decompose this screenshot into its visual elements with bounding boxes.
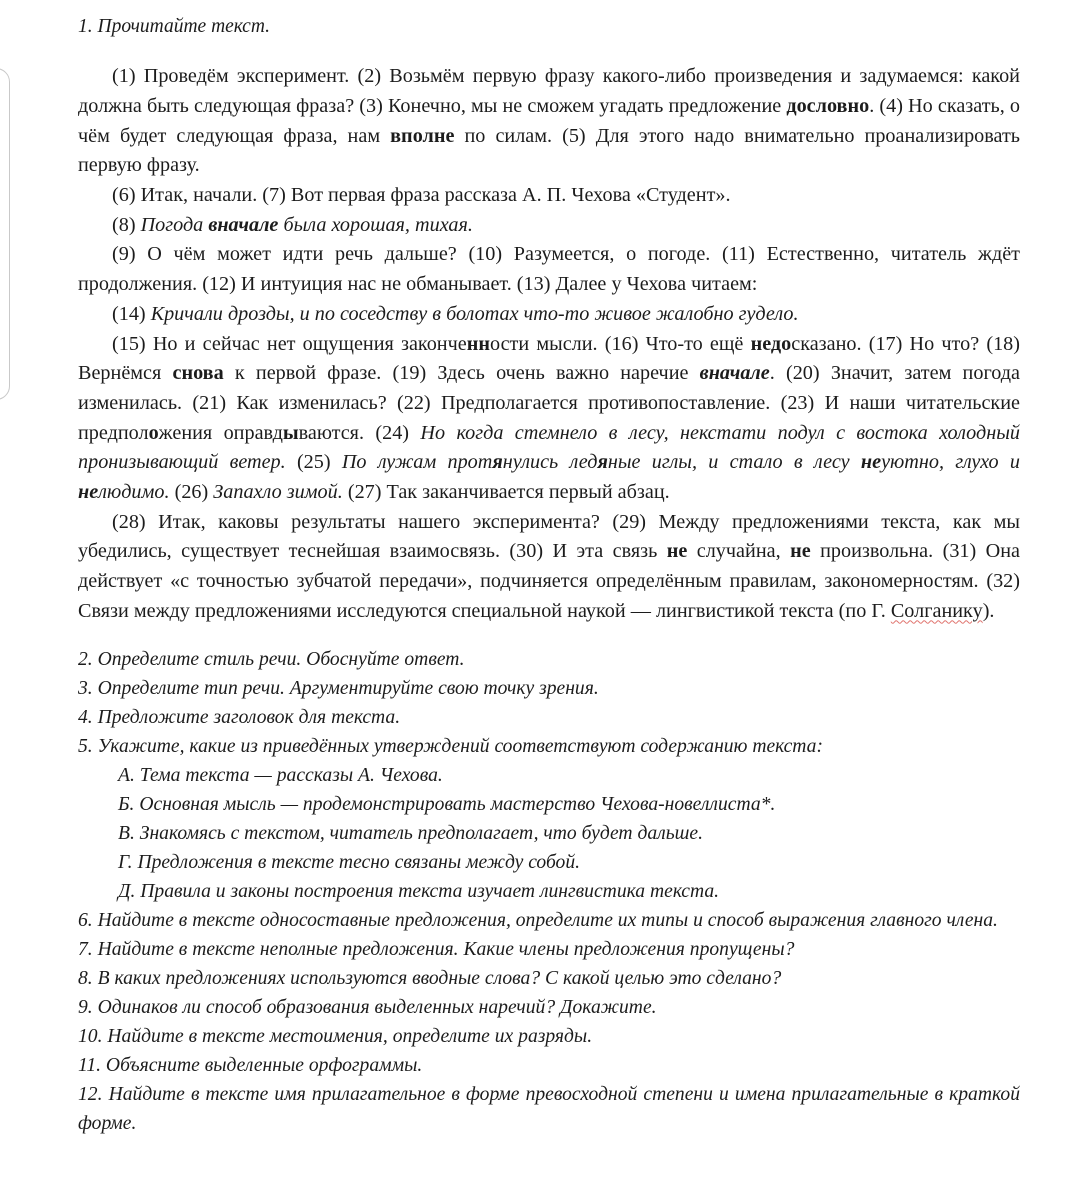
italic-run: людимо. [98, 480, 170, 503]
bold-italic-run: не [78, 480, 99, 503]
statement-option: А. Тема текста — рассказы А. Чехова. [118, 765, 443, 787]
text-run: (26) [169, 480, 214, 503]
text-run: ваются. (24) [298, 421, 421, 444]
passage-paragraph [78, 181, 1020, 211]
text-run: . (4) Но сказать, о чём будет следующая фраза, нам [78, 95, 1021, 147]
bold-run: о [148, 421, 159, 444]
misspelled-word: Солганику [890, 599, 983, 622]
text-run: сказано. (17) Но что? (18) Вернёмся [78, 332, 1020, 385]
italic-run: Кричали дрозды, и по соседству в болотах что-то живое жалобно гудело. [150, 302, 799, 325]
italic-run: была хорошая, тихая. [278, 213, 473, 236]
bold-italic-run: я [597, 451, 608, 474]
italic-run: ные иглы, и стало в лесу [607, 451, 861, 474]
text-run: произвольна. (31) Она действует «с точностью зубчатой передачи», подчиняется определённым правилам, закономерностям. (32) Связи между предложениями исследуются специальной наукой — лингвистикой текста (по Г. [78, 540, 1020, 622]
text-run: (6) Итак, начали. (7) Вот первая фраза рассказа А. П. Чехова «Студент». [112, 184, 731, 207]
bold-run: ы [282, 421, 299, 444]
passage-paragraph [78, 211, 1020, 241]
passage-paragraph [78, 300, 1020, 330]
passage-paragraph [78, 330, 1020, 508]
bold-italic-run: вначале [208, 213, 279, 236]
task-item: 2. Определите стиль речи. Обоснуйте ответ. [78, 649, 465, 671]
italic-run: уютно, глухо и [881, 451, 1020, 474]
task-item: 12. Найдите в тексте имя прилагательное в форме превосходной степени и имена прилагательные в краткой форме. [78, 1084, 1020, 1135]
italic-run: Запахло зимой. [213, 480, 343, 503]
bold-run: вполне [390, 124, 455, 147]
bold-run: не [790, 540, 811, 563]
text-run: случайна, [687, 540, 791, 563]
text-run: (25) [285, 451, 342, 474]
text-run: жения оправд [158, 421, 283, 444]
bold-italic-run: я [492, 451, 503, 474]
bold-italic-run: не [860, 451, 882, 474]
text-run: (9) О чём может идти речь дальше? (10) Разумеется, о погоде. (11) Естественно, читатель ждёт продолжения. (12) И интуиция нас не обманывает. (13) Далее у Чехова читаем: [78, 243, 1020, 296]
task-item: 7. Найдите в тексте неполные предложения. Какие члены предложения пропущены? [78, 939, 795, 961]
statement-options-list [78, 762, 1020, 907]
statement-option: Д. Правила и законы построения текста изучает лингвистика текста. [118, 881, 720, 903]
text-run: (1) Проведём эксперимент. (2) Возьмём первую фразу какого-либо произведения и задумаемся: какой должна быть следующая фраза? (3) Конечно, мы не сможем угадать предложение [78, 65, 1020, 117]
page-title: 1. Прочитайте текст. [78, 16, 271, 37]
task-item: 9. Одинаков ли способ образования выделенных наречий? Докажите. [78, 997, 657, 1019]
text-run: к первой фразе. (19) Здесь очень важно наречие [223, 362, 700, 385]
tasks-tail-group [78, 907, 1020, 1139]
task-item: 8. В каких предложениях используются вводные слова? С какой целью это сделано? [78, 968, 782, 990]
task-item: 5. Укажите, какие из приведённых утверждений соответствуют содержанию текста: [78, 736, 823, 758]
statement-option: Б. Основная мысль — продемонстрировать мастерство Чехова-новеллиста*. [118, 794, 776, 816]
bold-run: недо [750, 332, 792, 355]
passage-paragraph [78, 508, 1020, 627]
tasks-head-group [78, 646, 1020, 762]
tasks-list [78, 646, 1020, 1139]
passage-paragraph [78, 240, 1020, 299]
text-run: (28) Итак, каковы результаты нашего эксперимента? (29) Между предложениями текста, как мы убедились, существует теснейшая взаимосвязь. (30) И эта связь [78, 510, 1020, 563]
italic-run: Но когда стемнело в лесу, некстати подул с востока холодный пронизывающий ветер. [78, 421, 1020, 474]
passage-paragraph [78, 62, 1020, 181]
task-item: 4. Предложите заголовок для текста. [78, 707, 401, 729]
task-item: 11. Объясните выделенные орфограммы. [78, 1055, 423, 1077]
text-run: . (20) Значит, затем погода изменилась. (21) Как изменилась? (22) Предполагается противопоставление. (23) И наши читательские предпол [78, 362, 1020, 444]
text-run: (14) [112, 302, 151, 325]
bold-run: дословно [786, 95, 870, 117]
bold-run: снова [172, 362, 224, 385]
reading-passage [78, 62, 1020, 626]
text-run: (27) Так заканчивается первый абзац. [342, 480, 670, 503]
text-run: (15) Но и сейчас нет ощущения законче [112, 332, 467, 355]
italic-run: По лужам прот [341, 451, 493, 474]
italic-run: Погода [140, 213, 209, 236]
text-run: (8) [112, 213, 141, 236]
text-run: ). [982, 599, 995, 622]
bold-run: нн [466, 332, 490, 355]
italic-run: нулись лед [502, 451, 598, 474]
statement-option: В. Знакомясь с текстом, читатель предполагает, что будет дальше. [118, 823, 704, 845]
task-item: 6. Найдите в тексте односоставные предложения, определите их типы и способ выражения главного члена. [78, 910, 998, 932]
statement-option: Г. Предложения в тексте тесно связаны между собой. [118, 852, 581, 874]
bold-italic-run: вначале [699, 362, 770, 385]
task-item: 3. Определите тип речи. Аргументируйте свою точку зрения. [78, 678, 599, 700]
bold-run: не [666, 540, 688, 563]
task-item: 10. Найдите в тексте местоимения, определите их разряды. [78, 1026, 593, 1048]
text-run: по силам. (5) Для этого надо внимательно проанализировать первую фразу. [78, 124, 1021, 177]
text-run: ости мысли. (16) Что-то ещё [490, 332, 751, 355]
